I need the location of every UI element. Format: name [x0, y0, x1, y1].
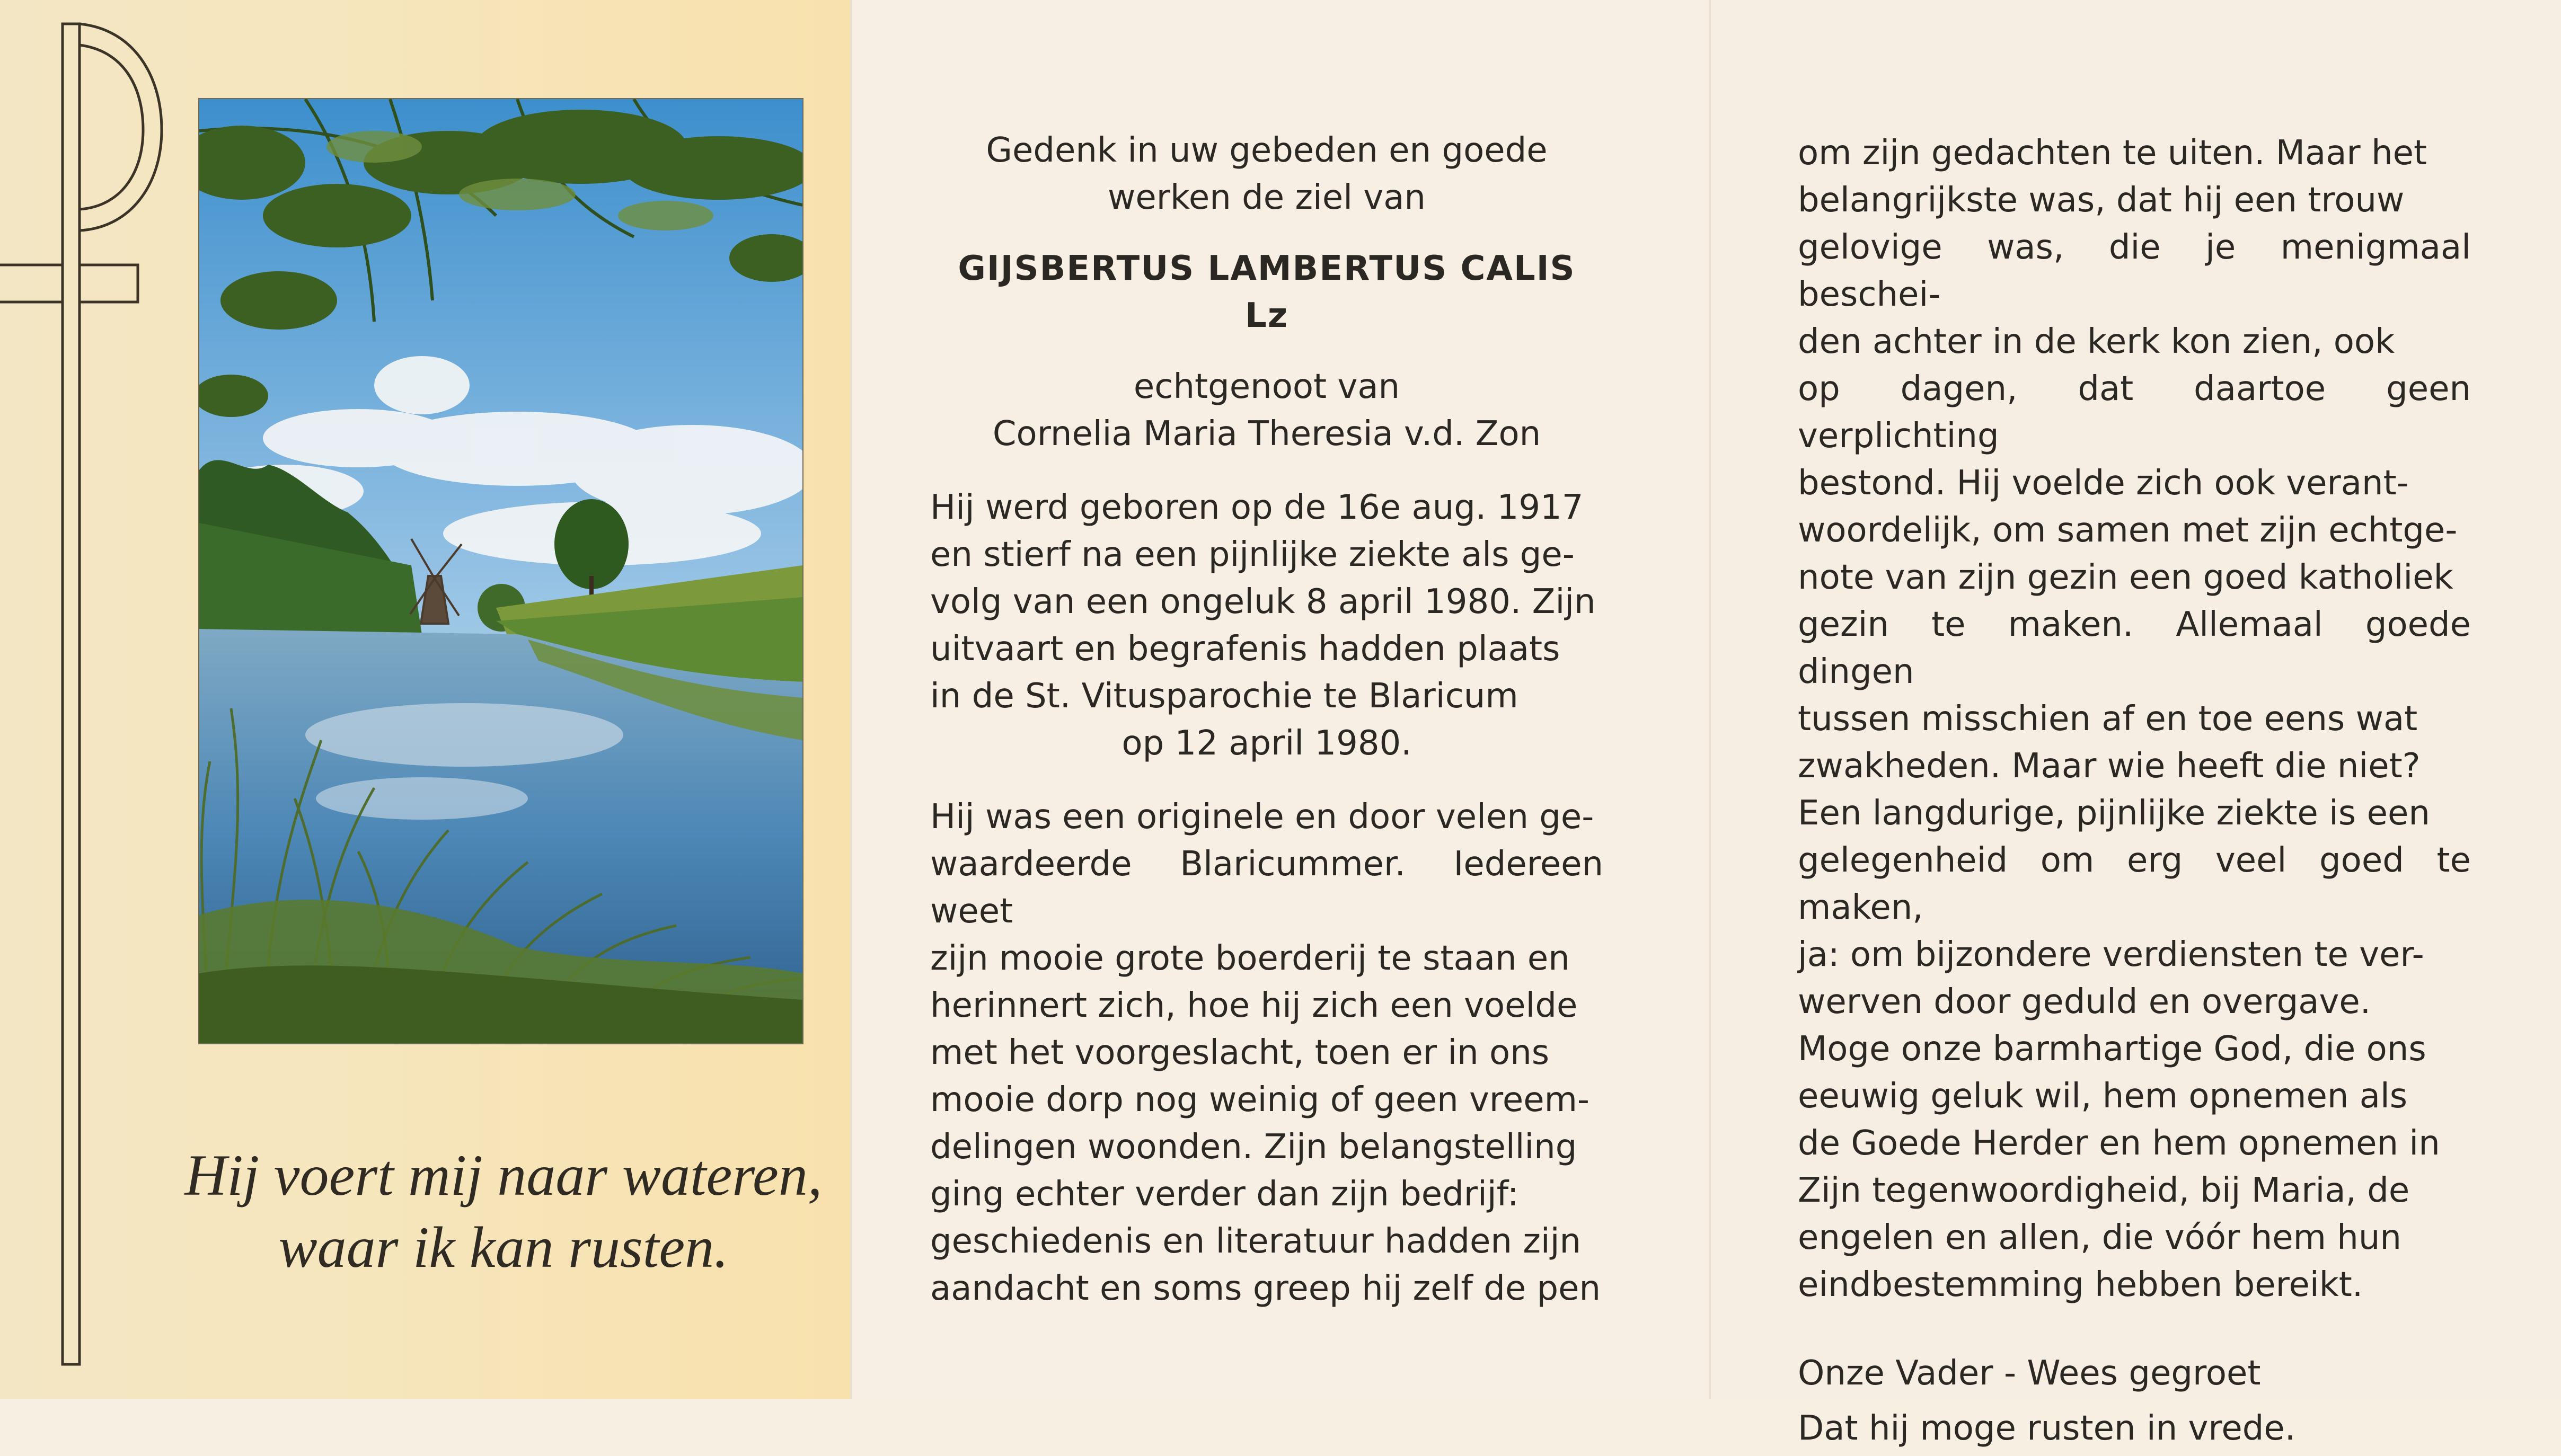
paragraph-line: Hij werd geboren op de 16e aug. 1917 [930, 488, 1584, 527]
paragraph-line: den achter in de kerk kon zien, ook [1798, 322, 2395, 361]
paragraph-line: herinnert zich, hoe hij zich een voelde [930, 986, 1578, 1025]
psalm-verse [159, 1139, 848, 1283]
closing-line-2: Dat hij moge rusten in vrede. [1798, 1409, 2296, 1448]
intro-line-1: Gedenk in uw gebeden en goede [986, 131, 1548, 170]
paragraph-line: zwakheden. Maar wie heeft die niet? [1798, 747, 2421, 786]
paragraph-line: Moge onze barmhartige God, die ons [1798, 1029, 2426, 1069]
closing-prayers [1798, 1346, 2471, 1456]
landscape-photo [198, 98, 803, 1044]
paragraph-line: gezin te maken. Allemaal goede dingen [1798, 605, 2471, 691]
paragraph-line: mooie dorp nog weinig of geen vreem- [930, 1080, 1589, 1120]
paragraph-line: Hij was een originele en door velen ge- [930, 797, 1594, 837]
fold-line [850, 0, 852, 1399]
paragraph-line: eindbestemming hebben bereikt. [1798, 1265, 2363, 1304]
deceased-name: GIJSBERTUS LAMBERTUS CALIS Lz [958, 249, 1576, 335]
memorial-text-continued [1798, 130, 2471, 1456]
life-paragraph [930, 484, 1603, 767]
paragraph-line: uitvaart en begrafenis hadden plaats [930, 629, 1560, 669]
chi-rho-icon [0, 16, 175, 1372]
paragraph-line: volg van een ongeluk 8 april 1980. Zijn [930, 582, 1596, 622]
spouse-label: echtgenoot van [1133, 367, 1400, 406]
paragraph-line: geschiedenis en literatuur hadden zijn [930, 1222, 1582, 1261]
paragraph-line: Zijn tegenwoordigheid, bij Maria, de [1798, 1171, 2410, 1210]
paragraph-line: in de St. Vitusparochie te Blaricum [930, 677, 1518, 716]
paragraph-line: om zijn gedachten te uiten. Maar het [1798, 134, 2427, 173]
verse-line-1: Hij voert mij naar wateren, [184, 1143, 823, 1208]
closing-line-1: Onze Vader - Wees gegroet [1798, 1354, 2261, 1393]
paragraph-line: en stierf na een pijnlijke ziekte als ge- [930, 535, 1575, 574]
paragraph-line: engelen en allen, die vóór hem hun [1798, 1218, 2401, 1257]
paragraph-line: bestond. Hij voelde zich ook verant- [1798, 464, 2409, 503]
intro-line-2: werken de ziel van [1108, 178, 1426, 217]
paragraph-line: werven door geduld en overgave. [1798, 982, 2371, 1022]
tribute-paragraph [930, 794, 1603, 1312]
paragraph-line: woordelijk, om samen met zijn echtge- [1798, 511, 2458, 550]
paragraph-line: ja: om bijzondere verdiensten te ver- [1798, 935, 2424, 974]
paragraph-line: de Goede Herder en hem opnemen in [1798, 1124, 2440, 1163]
paragraph-line: tussen misschien af en toe eens wat [1798, 699, 2418, 739]
memorial-text [930, 127, 1603, 1312]
paragraph-line: gelegenheid om erg veel goed te maken, [1798, 841, 2471, 927]
paragraph-line: ging echter verder dan zijn bedrijf: [930, 1175, 1519, 1214]
paragraph-line: eeuwig geluk wil, hem opnemen als [1798, 1077, 2408, 1116]
spouse-name: Cornelia Maria Theresia v.d. Zon [992, 414, 1541, 454]
paragraph-line: op 12 april 1980. [1121, 724, 1412, 763]
paragraph-line: zijn mooie grote boerderij te staan en [930, 939, 1570, 978]
paragraph-line: met het voorgeslacht, toen er in ons [930, 1033, 1550, 1072]
paragraph-line: note van zijn gezin een goed katholiek [1798, 558, 2453, 597]
fold-line [1709, 0, 1711, 1399]
paragraph-line: gelovige was, die je menigmaal beschei- [1798, 228, 2471, 314]
paragraph-line: delingen woonden. Zijn belangstelling [930, 1127, 1577, 1167]
paragraph-line: op dagen, dat daartoe geen verplichting [1798, 369, 2471, 456]
paragraph-line: belangrijkste was, dat hij een trouw [1798, 181, 2405, 220]
paragraph-line: aandacht en soms greep hij zelf de pen [930, 1269, 1601, 1308]
continued-paragraph [1798, 130, 2471, 1026]
paragraph-line: Een langdurige, pijnlijke ziekte is een [1798, 794, 2430, 833]
verse-line-2: waar ik kan rusten. [278, 1215, 729, 1280]
prayer-paragraph [1798, 1026, 2471, 1309]
paragraph-line: waardeerde Blaricummer. Iedereen weet [930, 845, 1603, 931]
